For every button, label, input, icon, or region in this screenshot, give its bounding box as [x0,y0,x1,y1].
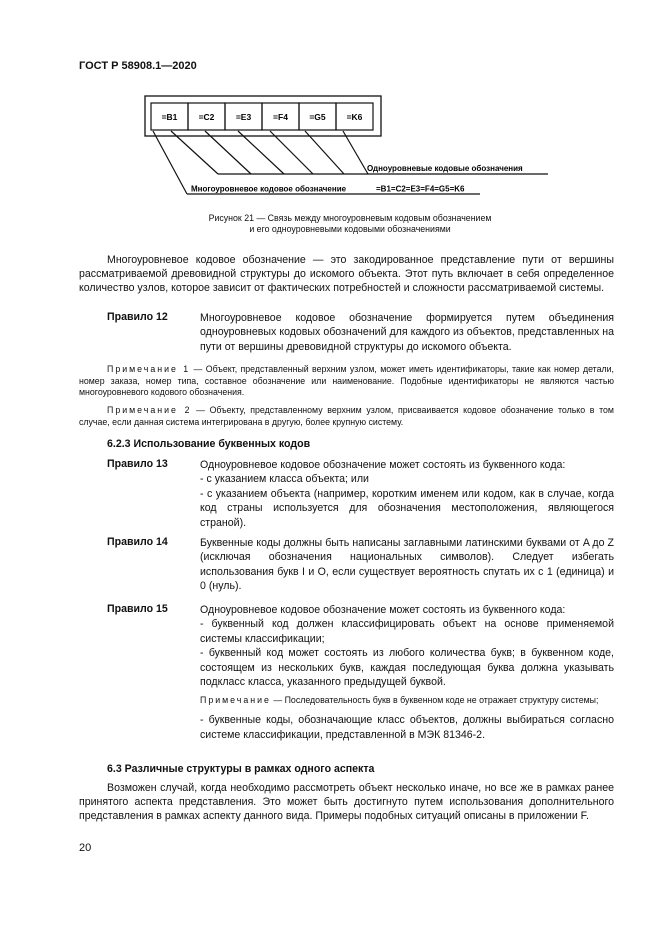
note [79,405,614,428]
rule-label: Правило 15 [107,603,168,615]
note-label: Примечание 1 [107,364,191,374]
rule-label: Правило 14 [107,536,168,548]
note-label: Примечание [200,695,271,706]
cell-label: =G5 [309,112,326,122]
figure-21-diagram [0,0,661,215]
single-level-label: Одноуровневые кодовые обозначения [367,164,523,173]
rule-intro: Одноуровневое кодовое обозначение может состоять из буквенного кода: [200,459,566,471]
note [200,695,614,707]
rule-text [200,603,614,742]
rule-label: Правило 13 [107,458,168,470]
note-text: — Объект, представленный верхним узлом, может иметь идентификаторы, такие как номер детали, номер заказа, номер типа, составное обозначение или наименование. Подобные идентификаторы не являются частью многоуровневого кодового обозначения. [79,364,614,398]
multi-level-label: Многоуровневое кодовое обозначение [191,184,347,194]
document-header: ГОСТ Р 58908.1—2020 [79,60,197,72]
rule-text [200,458,614,530]
list-item: - буквенный код может состоять из любого количества букв; в буквенном коде, состоящем из нескольких букв, каждая последующая буква должна указывать подкласс класса, указанного предыдущей буквой. [200,647,614,689]
cell-label: =E3 [235,112,252,122]
rule-label: Правило 12 [107,311,168,323]
list-item: - буквенный код должен классифицировать объект на основе применяемой системы классификации; [200,618,614,645]
caption-line: и его одноуровневыми кодовыми обозначениями [249,224,451,234]
cell-label: =F4 [273,112,288,122]
rule-text: Многоуровневое кодовое обозначение формируется путем объединения одноуровневых кодовых обозначений для каждого из объектов, представленных на пути от вершины древовидной структуры до искомого объекта. [200,312,614,353]
section-heading: 6.2.3 Использование буквенных кодов [107,438,311,450]
paragraph: Возможен случай, когда необходимо рассмотреть объект несколько иначе, но все же в рамках ранее принятого аспекта представления. Это может быть достигнуто путем использования дополнительного представления в рамках аспекту данного вида. Примеры подобных ситуаций описаны в приложении F. [79,782,614,823]
note-label: Примечание 2 [107,405,192,415]
rule-intro: Одноуровневое кодовое обозначение может состоять из буквенного кода: [200,604,566,616]
caption-line: Рисунок 21 — Связь между многоуровневым кодовым обозначением [208,213,492,223]
note-text: — Объекту, представленному верхним узлом, присваивается кодовое обозначение только в том случае, если данная система интегрирована в другую, более крупную систему. [79,405,614,427]
note [79,364,614,399]
cell-label: =K6 [346,112,363,122]
page-number: 20 [79,842,92,854]
list-item: - буквенные коды, обозначающие класс объектов, должны выбираться согласно системе классификации, представленной в МЭК 81346-2. [200,714,614,741]
cell-label: =C2 [198,112,215,122]
list-item: - с указанием объекта (например, коротким именем или кодом, как в случае, когда код страны используется для обозначения местоположения, являющегося страной). [200,487,614,529]
figure-caption [100,213,600,235]
cell-label: =B1 [161,112,178,122]
note-text: — Последовательность букв в буквенном коде не отражает структуру системы; [270,695,599,706]
paragraph: Многоуровневое кодовое обозначение — это закодированное представление пути от вершины рассматриваемой древовидной структуры до искомого объекта. Этот путь включает в себя определенное количество узлов, которое зависит от фактических потребностей и сложности рассматриваемой системы. [79,254,614,295]
multi-level-value: =B1=C2=E3=F4=G5=K6 [376,184,465,194]
list-item: - с указанием класса объекта; или [200,473,369,486]
rule-text: Буквенные коды должны быть написаны заглавными латинскими буквами от A до Z (исключая обозначения национальных символов). Следует избегать использования букв I и O, если существует вероятность спутать их с 1 (единица) и 0 (нуль). [200,537,614,593]
section-heading: 6.3 Различные структуры в рамках одного аспекта [107,763,375,775]
